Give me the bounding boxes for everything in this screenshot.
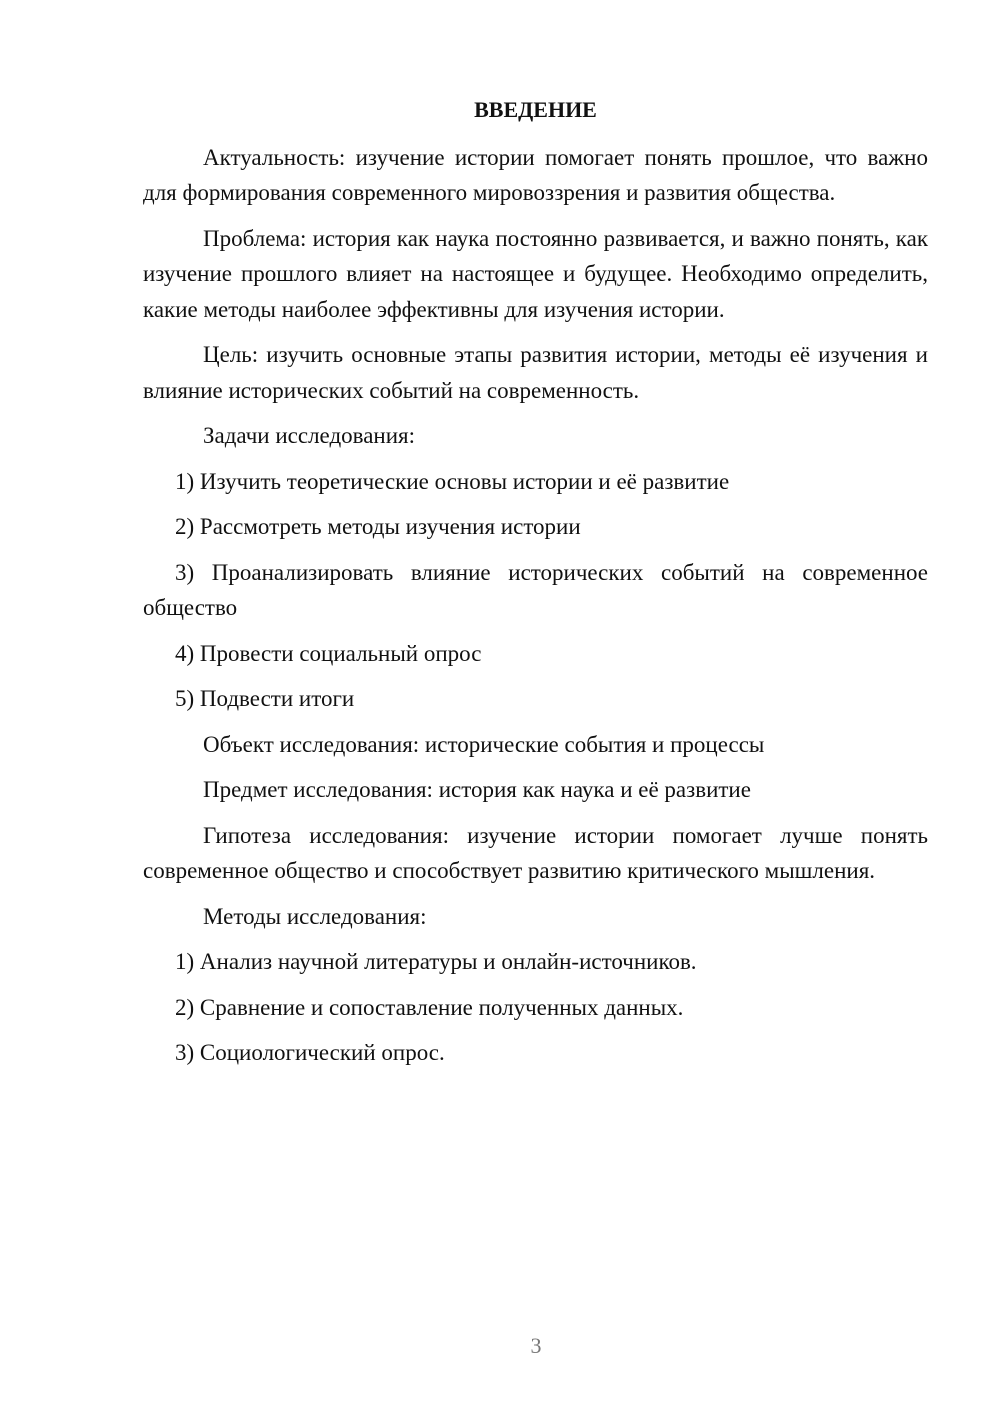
task-item: 4) Провести социальный опрос <box>175 640 482 666</box>
document-title: ВВЕДЕНИЕ <box>474 97 597 122</box>
task-item: 3) Проанализировать влияние исторических событий на современное общество <box>143 559 928 620</box>
task-item: 5) Подвести итоги <box>175 686 355 711</box>
method-item: 1) Анализ научной литературы и онлайн-источников. <box>175 949 697 974</box>
document-body <box>143 92 928 1081</box>
tasks-heading: Задачи исследования: <box>203 423 416 448</box>
page-number: 3 <box>530 1333 542 1358</box>
problem-paragraph: Проблема: история как наука постоянно развивается, и важно понять, как изучение прошлого влияет на настоящее и будущее. Необходимо определить, какие методы наиболее эффективны для изучения истории. <box>143 225 928 322</box>
methods-heading: Методы исследования: <box>203 903 427 929</box>
method-item: 3) Социологический опрос. <box>175 1040 445 1065</box>
relevance-paragraph: Актуальность: изучение истории помогает понять прошлое, что важно для формирования современного мировоззрения и развития общества. <box>143 144 928 205</box>
object-line: Объект исследования: исторические события и процессы <box>203 731 765 757</box>
method-item: 2) Сравнение и сопоставление полученных данных. <box>175 994 684 1020</box>
task-item: 2) Рассмотреть методы изучения истории <box>175 514 581 539</box>
task-item: 1) Изучить теоретические основы истории и её развитие <box>175 468 730 494</box>
goal-paragraph: Цель: изучить основные этапы развития истории, методы её изучения и влияние исторических событий на современность. <box>143 342 928 403</box>
subject-line: Предмет исследования: история как наука и её развитие <box>203 777 751 802</box>
hypothesis-paragraph: Гипотеза исследования: изучение истории помогает лучше понять современное общество и способствует развитию критического мышления. <box>143 822 928 883</box>
